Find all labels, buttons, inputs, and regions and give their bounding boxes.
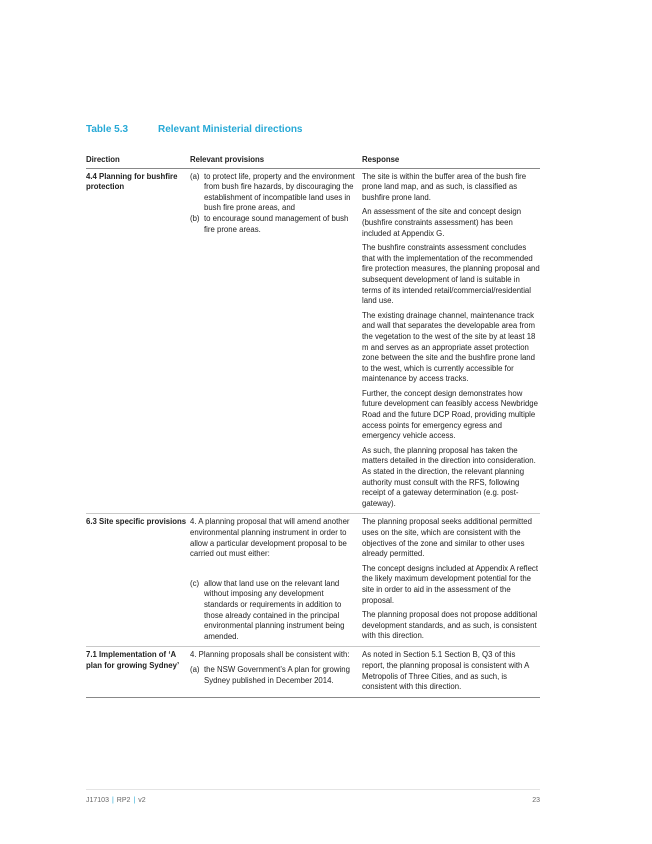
response-cell xyxy=(362,172,540,510)
table-number: Table 5.3 xyxy=(86,124,129,135)
provision-text: allow that land use on the relevant land without imposing any development standards or requirements in addition to those already contained in the principal environmental planning instrument being amended. xyxy=(204,578,345,641)
provision-item xyxy=(190,172,358,214)
table-header-row xyxy=(86,155,540,169)
footer-document-ref xyxy=(86,797,146,804)
response-paragraph: As noted in Section 5.1 Section B, Q3 of this report, the planning proposal is consistent with A Metropolis of Three Cities, and as such, is consistent with this direction. xyxy=(362,650,529,692)
provision-label: (c) xyxy=(190,578,200,588)
footer-separator: | xyxy=(111,797,114,804)
header-direction: Direction xyxy=(86,155,120,164)
table-caption xyxy=(86,124,303,135)
footer-report: RP2 xyxy=(116,797,131,804)
response-paragraph: The concept designs included at Appendix A reflect the likely maximum development potential for the site in order to aid in the assessment of the proposal. xyxy=(362,563,538,605)
table-row xyxy=(86,169,540,515)
provisions-cell xyxy=(190,517,362,642)
header-response: Response xyxy=(362,155,400,164)
page-number: 23 xyxy=(532,797,540,804)
provision-text: the NSW Government’s A plan for growing Sydney published in December 2014. xyxy=(204,664,350,685)
provision-intro: 4. A planning proposal that will amend another environmental planning instrument in order to allow a particular development proposal to be carried out must either: xyxy=(190,517,350,559)
provision-item xyxy=(190,214,358,235)
response-paragraph: The bushfire constraints assessment concludes that with the implementation of the recommended fire protection measures, the planning proposal and subsequent development of land is suitable in terms of its intended retail/commercial/residential land use. xyxy=(362,243,540,306)
response-paragraph: The existing drainage channel, maintenance track and wall that separates the developable area from the vegetation to the west of the site by at least 18 m and serves as an appropriate asset protection zone between the site and the bushfire prone land to the west, which is currently accessible for maintenance by access tracks. xyxy=(362,310,536,384)
table-row xyxy=(86,514,540,647)
provision-text: to encourage sound management of bush fire prone areas. xyxy=(204,213,349,234)
footer-divider xyxy=(86,789,540,790)
response-cell xyxy=(362,517,540,642)
table-row xyxy=(86,647,540,697)
response-paragraph: An assessment of the site and concept design (bushfire constraints assessment) has been included at Appendix G. xyxy=(362,207,522,238)
provision-label: (a) xyxy=(190,664,200,674)
response-paragraph: Further, the concept design demonstrates how future development can feasibly access Newbridge Road and the future DCP Road, providing multiple access points for emergency egress and emergency vehicle access. xyxy=(362,388,538,441)
ministerial-directions-table xyxy=(86,155,540,698)
provisions-cell xyxy=(190,172,362,510)
provisions-cell xyxy=(190,650,362,692)
provision-item xyxy=(190,579,358,643)
footer-version: v2 xyxy=(138,797,146,804)
table-title: Relevant Ministerial directions xyxy=(158,124,303,135)
header-provisions: Relevant provisions xyxy=(190,155,265,164)
footer-separator: | xyxy=(133,797,136,804)
response-paragraph: The site is within the buffer area of the bush fire prone land map, and as such, is classified as bushfire prone land. xyxy=(362,171,527,202)
direction-cell: 6.3 Site specific provisions xyxy=(86,517,187,527)
provision-item xyxy=(190,665,358,686)
response-paragraph: The planning proposal does not propose additional development standards, and as such, is consistent with this direction. xyxy=(362,610,538,641)
direction-cell: 4.4 Planning for bushfire protection xyxy=(86,171,178,192)
footer-project: J17103 xyxy=(86,797,109,804)
provision-label: (a) xyxy=(190,171,200,181)
direction-cell: 7.1 Implementation of ‘A plan for growing Sydney’ xyxy=(86,650,180,670)
response-cell xyxy=(362,650,540,692)
response-paragraph: The planning proposal seeks additional permitted uses on the site, which are consistent with the objectives of the zone and similar to other uses already permitted. xyxy=(362,517,532,559)
provision-label: (b) xyxy=(190,213,200,223)
provision-text: to protect life, property and the environment from bush fire hazards, by discouraging the establishment of incompatible land uses in bush fire prone areas, and xyxy=(204,171,355,213)
response-paragraph: As such, the planning proposal has taken the matters detailed in the direction into consideration. As stated in the direction, the relevant planning authority must consult with the RFS, following receipt of a gateway determination (e.g. post-gateway). xyxy=(362,445,536,508)
provision-intro: 4. Planning proposals shall be consistent with: xyxy=(190,650,350,660)
